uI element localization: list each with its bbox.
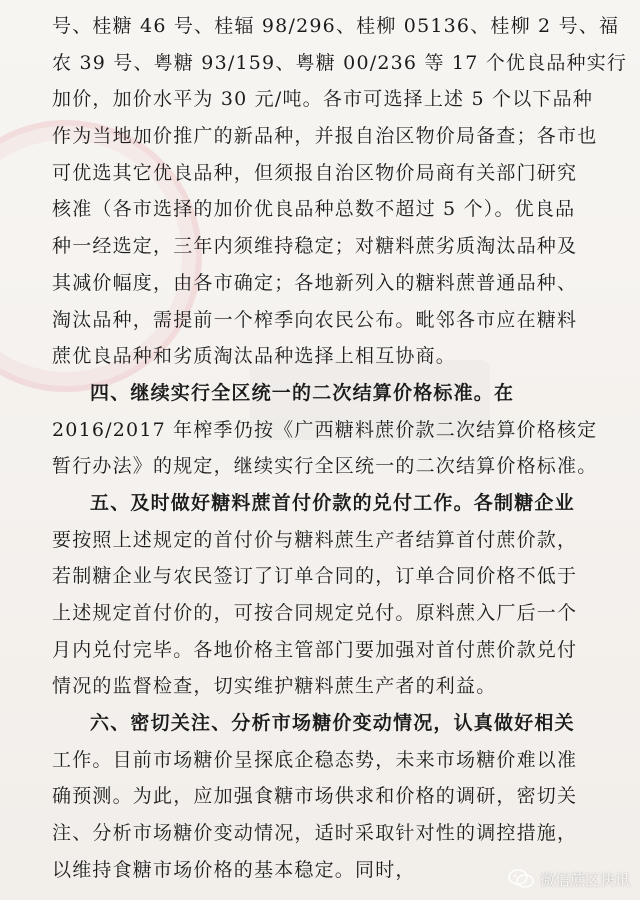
text-line: 暂行办法》的规定，继续实行全区统一的二次结算价格标准。 (52, 455, 598, 478)
text-line: 2016/2017 年榨季仍按《广西糖料蔗价款二次结算价格核定 (52, 418, 598, 441)
text-line: 可优选其它优良品种，但须报自治区物价局商有关部门研究 (52, 161, 578, 184)
text-line: 核准（各市选择的加价优良品种总数不超过 5 个）。优良品 (52, 198, 576, 221)
text-line: 其减价幅度，由各市确定；各地新列入的糖料蔗普通品种、 (52, 271, 578, 294)
text-line: 种一经选定，三年内须维持稳定；对糖料蔗劣质淘汰品种及 (52, 235, 578, 258)
text-line: 淘汰品种，需提前一个榨季向农民公布。毗邻各市应在糖料 (52, 308, 578, 331)
text-line: 情况的监督检查，切实维护糖料蔗生产者的利益。 (52, 675, 497, 698)
document-body (52, 8, 628, 889)
wechat-watermark (508, 868, 630, 890)
text-line: 号、桂糖 46 号、桂辐 98/296、桂柳 05136、桂柳 2 号、福 (52, 15, 620, 37)
text-line: 要按照上述规定的首付价与糖料蔗生产者结算首付蔗价款， (52, 528, 578, 551)
watermark-text: 微信蔗区快讯 (539, 870, 630, 889)
section-heading-4: 四、继续实行全区统一的二次结算价格标准。在 (90, 381, 515, 404)
text-line: 注、分析市场糖价变动情况，适时采取针对性的调控措施， (52, 822, 578, 845)
wechat-icon (508, 868, 534, 890)
text-line: 若制糖企业与农民签订了订单合同的，订单合同价格不低于 (52, 565, 578, 588)
text-line: 以维持食糖市场价格的基本稳定。同时， (52, 858, 416, 881)
section-heading-6: 六、密切关注、分析市场糖价变动情况，认真做好相关 (90, 712, 575, 735)
text-line: 工作。目前市场糖价呈探底企稳态势，未来市场糖价难以准 (52, 748, 578, 771)
text-line: 蔗优良品种和劣质淘汰品种选择上相互协商。 (52, 345, 457, 368)
text-line: 农 39 号、粤糖 93/159、粤糖 00/236 等 17 个优良品种实行 (52, 51, 628, 74)
text-line: 月内兑付完毕。各地价格主管部门要加强对首付蔗价款兑付 (52, 638, 578, 661)
text-line: 上述规定首付价的，可按合同规定兑付。原料蔗入厂后一个 (52, 602, 578, 624)
text-line: 确预测。为此，应加强食糖市场供求和价格的调研，密切关 (52, 785, 578, 808)
section-heading-5: 五、及时做好糖料蔗首付价款的兑付工作。各制糖企业 (90, 491, 575, 514)
text-line: 作为当地加价推广的新品种，并报自治区物价局备查；各市也 (52, 125, 598, 148)
text-line: 加价，加价水平为 30 元/吨。各市可选择上述 5 个以下品种 (52, 88, 594, 111)
